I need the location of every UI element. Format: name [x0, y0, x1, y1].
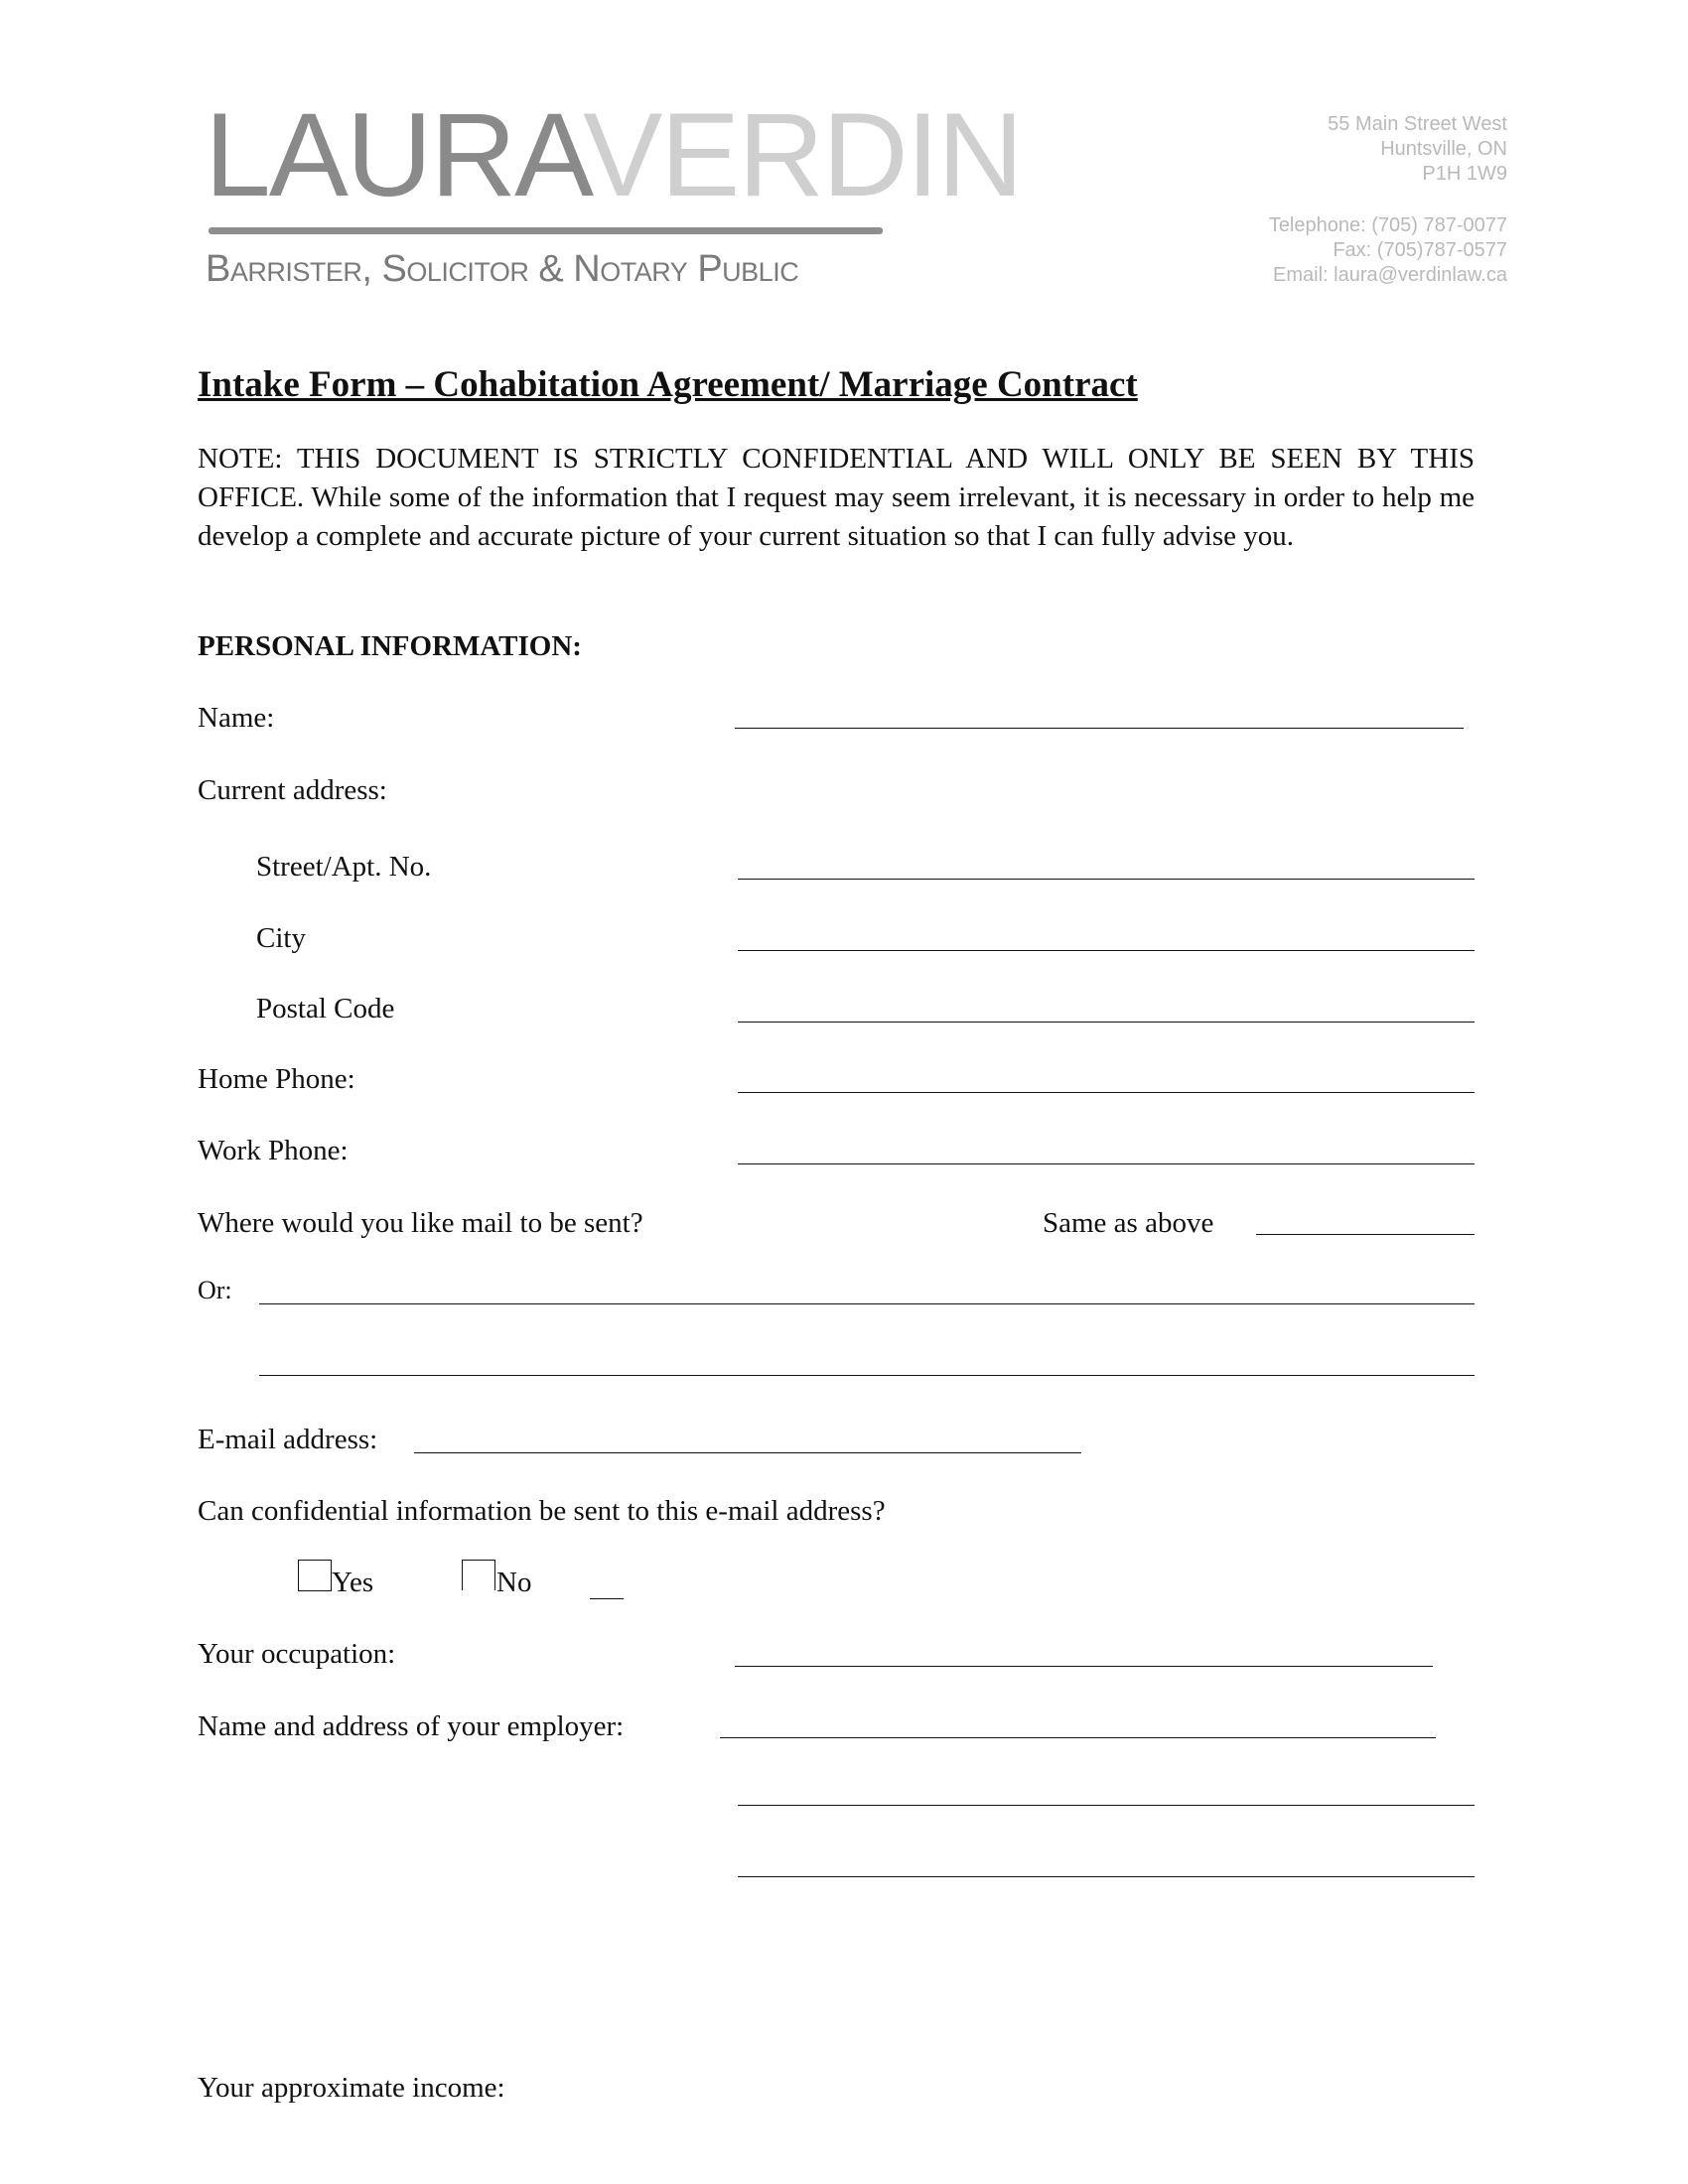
yes-label: Yes [332, 1567, 374, 1598]
same-as-above-label: Same as above [1043, 1207, 1214, 1239]
employer-field-3[interactable] [738, 1876, 1475, 1877]
office-contact [1269, 213, 1507, 288]
address-line: P1H 1W9 [1422, 163, 1507, 185]
office-address [1328, 112, 1507, 187]
employer-field-1[interactable] [720, 1737, 1436, 1738]
current-address-label: Current address: [198, 774, 387, 806]
logo-subtitle: Barrister, Solicitor & Notary Public [206, 248, 799, 290]
postal-code-label: Postal Code [256, 993, 395, 1024]
logo-first-name: LAURA [205, 88, 584, 221]
street-label: Street/Apt. No. [256, 851, 432, 883]
employer-field-2[interactable] [738, 1805, 1475, 1806]
city-field[interactable] [738, 950, 1475, 951]
page-title: Intake Form – Cohabitation Agreement/ Marriage Contract [198, 364, 1138, 405]
yes-checkbox[interactable] [298, 1560, 332, 1591]
email: Email: laura@verdinlaw.ca [1273, 264, 1507, 286]
address-line: Huntsville, ON [1380, 138, 1507, 160]
alternate-mail-field-1[interactable] [259, 1303, 1475, 1304]
alternate-mail-field-2[interactable] [259, 1375, 1475, 1376]
section-heading: PERSONAL INFORMATION: [198, 630, 582, 662]
mail-question-label: Where would you like mail to be sent? [198, 1207, 643, 1239]
name-field[interactable] [735, 728, 1464, 729]
occupation-label: Your occupation: [198, 1638, 396, 1670]
income-label: Your approximate income: [198, 2072, 505, 2104]
home-phone-label: Home Phone: [198, 1063, 355, 1095]
no-checkbox[interactable] [462, 1560, 495, 1590]
email-confidential-question: Can confidential information be sent to this e-mail address? [198, 1495, 886, 1527]
logo-divider [209, 227, 883, 234]
postal-code-field[interactable] [738, 1022, 1475, 1023]
email-label: E-mail address: [198, 1424, 378, 1455]
blank-line [590, 1598, 624, 1599]
no-label: No [496, 1567, 532, 1598]
name-label: Name: [198, 702, 275, 734]
home-phone-field[interactable] [738, 1092, 1475, 1093]
confidentiality-note: NOTE: THIS DOCUMENT IS STRICTLY CONFIDENTIAL AND WILL ONLY BE SEEN BY THIS OFFICE. While some of the information that I request may seem irrelevant, it is necessary in order to help me develop a complete and accurate picture of your current situation so that I can fully advise you. [198, 443, 1475, 552]
work-phone-label: Work Phone: [198, 1135, 349, 1166]
or-label: Or: [198, 1276, 232, 1304]
address-line: 55 Main Street West [1328, 113, 1507, 135]
logo-last-name: VERDIN [583, 88, 1022, 221]
city-label: City [256, 922, 306, 954]
fax: Fax: (705)787-0577 [1333, 239, 1507, 261]
street-field[interactable] [738, 879, 1475, 880]
occupation-field[interactable] [735, 1666, 1433, 1667]
same-as-above-field[interactable] [1256, 1234, 1475, 1235]
work-phone-field[interactable] [738, 1163, 1475, 1164]
telephone: Telephone: (705) 787-0077 [1268, 214, 1507, 236]
logo [205, 88, 1022, 221]
email-field[interactable] [414, 1452, 1081, 1453]
employer-label: Name and address of your employer: [198, 1710, 625, 1742]
